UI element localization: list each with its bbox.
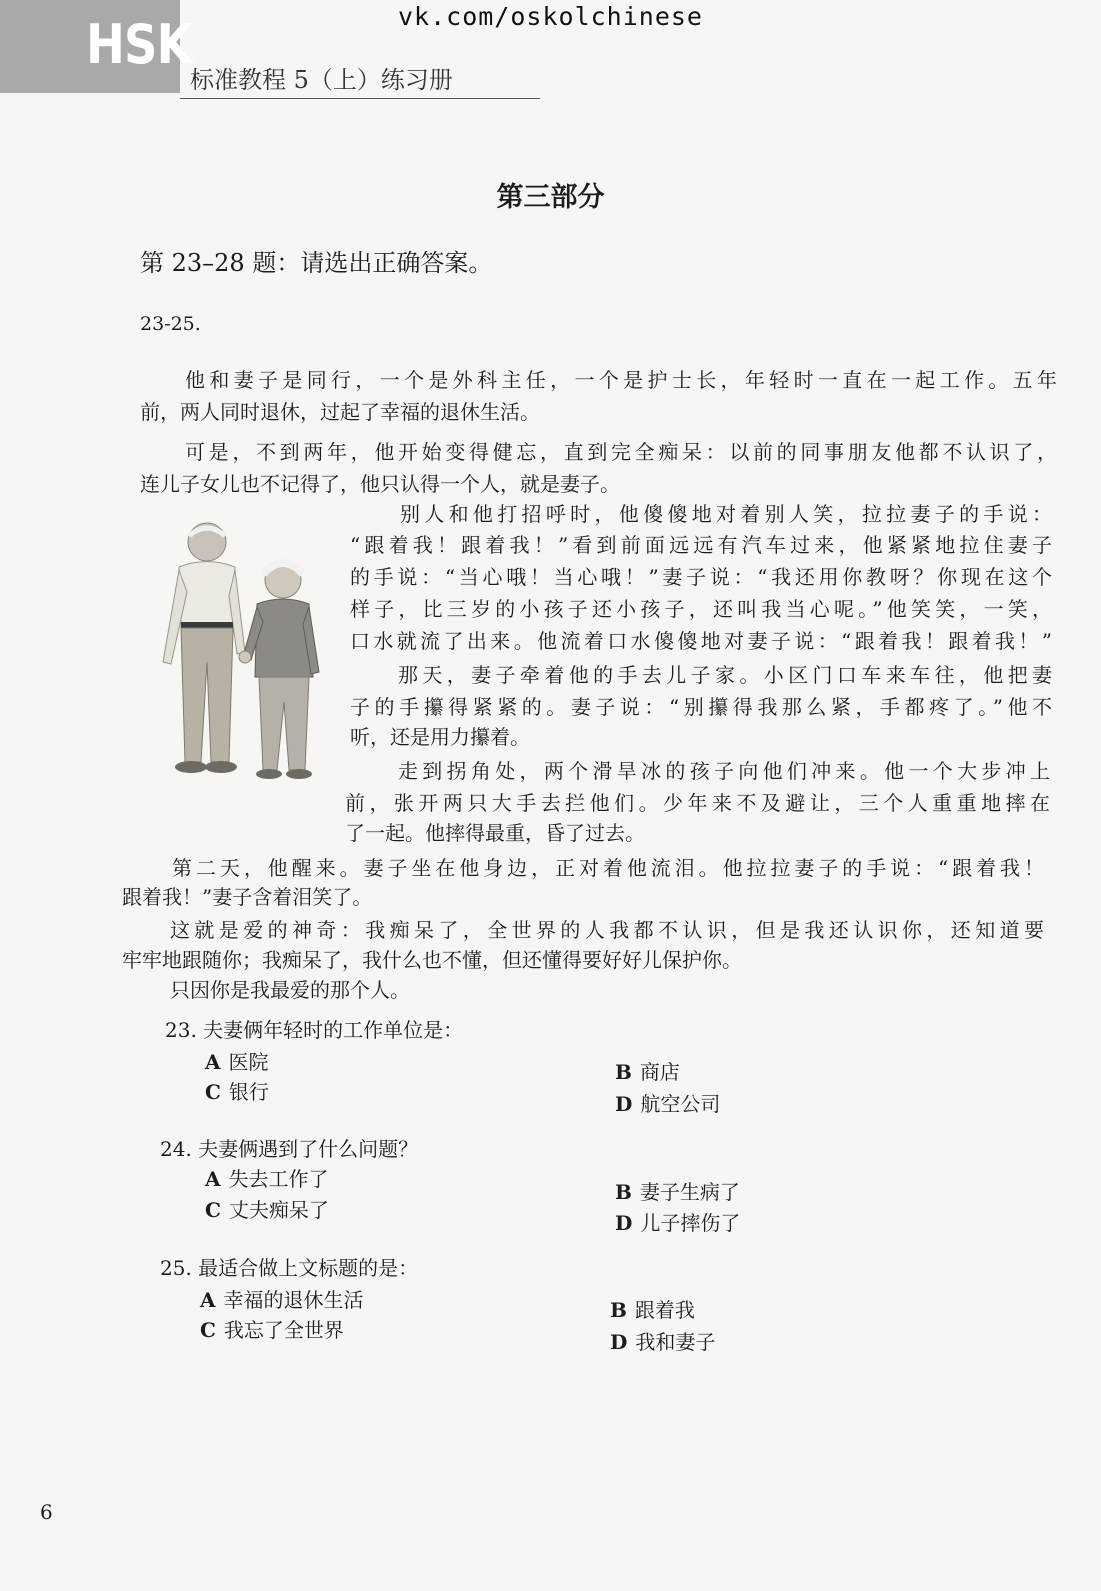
question-23-option-c[interactable]: C 银行	[205, 1080, 269, 1104]
question-24-option-c[interactable]: C 丈夫痴呆了	[205, 1198, 329, 1222]
passage-line: 可是，不到两年，他开始变得健忘，直到完全痴呆：以前的同事朋友他都不认识了，	[185, 440, 1057, 464]
question-23-stem: 23. 夫妻俩年轻时的工作单位是：	[165, 1018, 464, 1042]
woman-figure	[243, 562, 319, 779]
section-title: 第三部分	[496, 182, 605, 213]
passage-line: 连儿子女儿也不记得了，他只认得一个人，就是妻子。	[140, 472, 620, 496]
question-24-option-d[interactable]: D 儿子摔伤了	[615, 1211, 741, 1235]
passage-line: 走到拐角处，两个滑旱冰的孩子向他们冲来。他一个大步冲上	[398, 759, 1050, 783]
watermark-url: vk.com/oskolchinese	[398, 2, 703, 31]
passage-line: 跟着我！”妻子含着泪笑了。	[122, 885, 373, 909]
book-title: 标准教程 5（上）练习册	[190, 66, 453, 94]
passage-line: “跟着我！跟着我！”看到前面远远有汽车过来，他紧紧地拉住妻子	[350, 533, 1052, 557]
passage-line: 只因你是我最爱的那个人。	[170, 978, 410, 1002]
passage-line: 第二天，他醒来。妻子坐在他身边，正对着他流泪。他拉拉妻子的手说：“跟着我！	[172, 856, 1044, 880]
question-24-stem: 24. 夫妻俩遇到了什么问题？	[160, 1137, 419, 1161]
passage-line: 前，两人同时退休，过起了幸福的退休生活。	[140, 400, 540, 424]
header-divider	[180, 98, 540, 99]
question-23-option-d[interactable]: D 航空公司	[615, 1092, 721, 1116]
question-25-option-a[interactable]: A 幸福的退休生活	[200, 1288, 364, 1312]
question-25-option-d[interactable]: D 我和妻子	[610, 1330, 716, 1354]
question-24-option-b[interactable]: B 妻子生病了	[615, 1180, 740, 1204]
question-24-option-a[interactable]: A 失去工作了	[205, 1167, 329, 1191]
passage-line: 的手说：“当心哦！当心哦！”妻子说：“我还用你教呀？你现在这个	[350, 565, 1052, 589]
passage-line: 前，张开两只大手去拦他们。少年来不及避让，三个人重重地摔在	[345, 791, 1050, 815]
elderly-couple-photo	[145, 512, 335, 787]
question-25-option-c[interactable]: C 我忘了全世界	[200, 1318, 344, 1342]
passage-line: 别人和他打招呼时，他傻傻地对着别人笑，拉拉妻子的手说：	[400, 502, 1052, 526]
passage-line: 那天，妻子牵着他的手去儿子家。小区门口车来车往，他把妻	[398, 663, 1052, 687]
passage-line: 子的手攥得紧紧的。妻子说：“别攥得我那么紧，手都疼了。”他不	[350, 695, 1052, 719]
question-23-option-a[interactable]: A 医院	[205, 1050, 269, 1074]
passage-line: 听，还是用力攥着。	[350, 725, 530, 749]
question-25-stem: 25. 最适合做上文标题的是：	[160, 1256, 419, 1280]
passage-line: 这就是爱的神奇：我痴呆了，全世界的人我都不认识，但是我还认识你，还知道要	[170, 918, 1044, 942]
question-25-option-b[interactable]: B 跟着我	[610, 1298, 695, 1322]
header-tab	[0, 0, 192, 93]
question-23-option-b[interactable]: B 商店	[615, 1060, 680, 1084]
passage-line: 了一起。他摔得最重，昏了过去。	[345, 821, 645, 845]
passage-line: 样子，比三岁的小孩子还小孩子，还叫我当心呢。”他笑笑，一笑，	[350, 597, 1052, 621]
hsk-logo: HSK	[86, 13, 192, 76]
page-number: 6	[40, 1500, 53, 1524]
man-figure	[163, 523, 245, 773]
passage-range: 23-25.	[140, 313, 201, 335]
passage-line: 他和妻子是同行，一个是外科主任，一个是护士长，年轻时一直在一起工作。五年	[185, 368, 1057, 392]
instructions: 第 23–28 题：请选出正确答案。	[140, 249, 493, 277]
passage-line: 牢牢地跟随你；我痴呆了，我什么也不懂，但还懂得要好好儿保护你。	[122, 948, 742, 972]
passage-line: 口水就流了出来。他流着口水傻傻地对妻子说：“跟着我！跟着我！”	[350, 629, 1052, 653]
